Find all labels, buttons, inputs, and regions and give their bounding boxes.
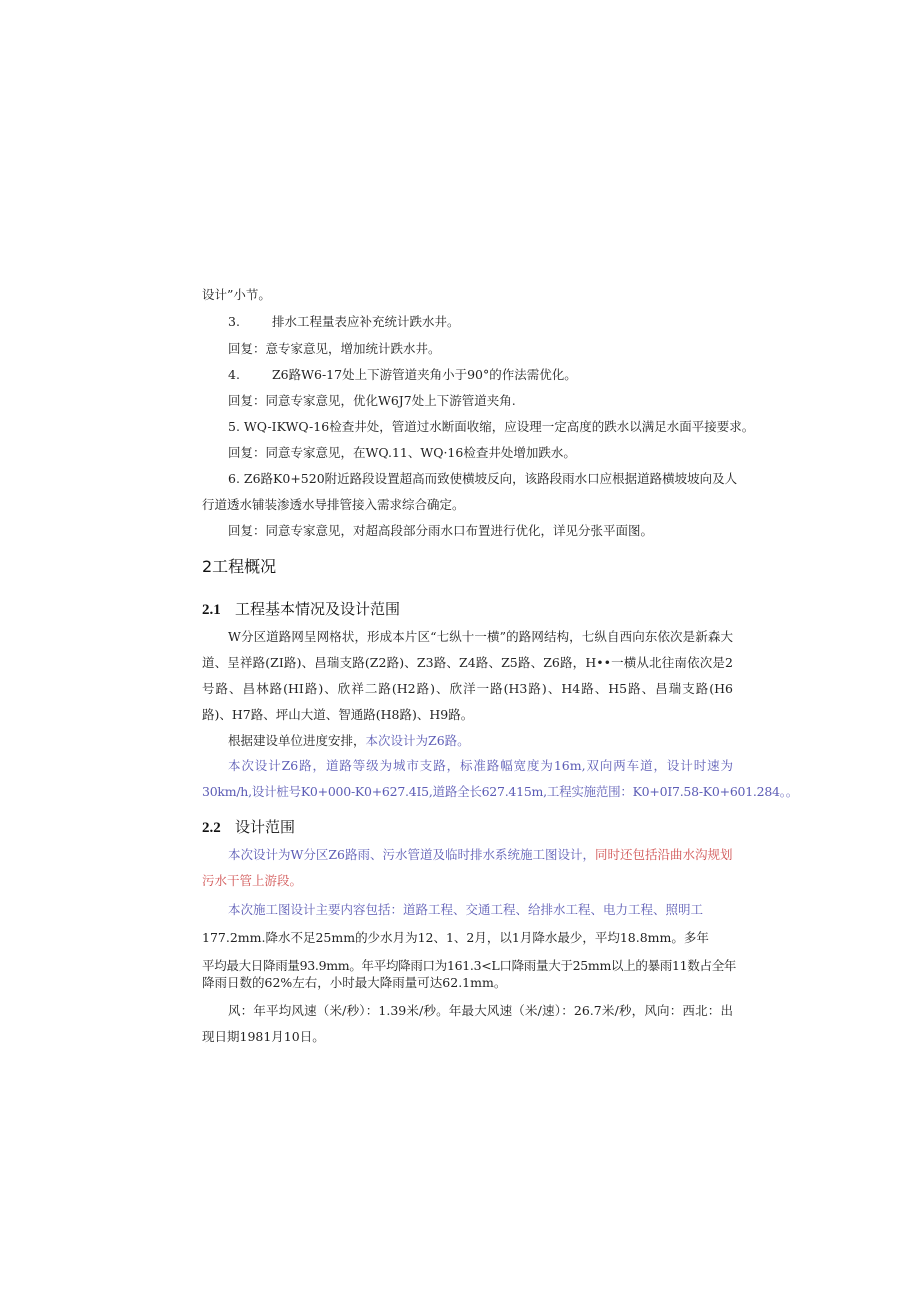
highlight-text: 本次设计为Z6路。 bbox=[365, 733, 470, 748]
list-text: Z6路W6-17处上下游管道夹角小于90°的作法需优化。 bbox=[272, 367, 577, 382]
list-item-5: 5. WQ-IKWQ-16检查井处，管道过水断面收缩，应设理一定高度的跌水以满足水面平接要求。 bbox=[228, 419, 755, 434]
paragraph-line: 号路、昌林路(HI路)、欣祥二路(H2路)、欣洋一路(H3路)、H4路、H5路、昌瑞支路(H6 bbox=[202, 681, 733, 696]
highlight-line: 本次设计Z6路，道路等级为城市支路，标准路幅宽度为16m,双向两车道，设计时速为 bbox=[228, 758, 733, 773]
list-text: 排水工程量表应补充统计跌水井。 bbox=[272, 314, 460, 329]
list-number: 4. bbox=[228, 367, 240, 382]
paragraph-text: 根据建设单位进度安排， bbox=[228, 733, 366, 748]
text-line: 设计”小节。 bbox=[202, 287, 271, 302]
reply-line: 回复：同意专家意见，对超高段部分雨水口布置进行优化，详见分张平面图。 bbox=[228, 523, 654, 538]
reply-line: 回复：同意专家意见，优化W6J7处上下游管道夹角. bbox=[228, 393, 516, 408]
section-number: 2.2 bbox=[202, 820, 221, 836]
highlight-line: 30km/h,设计桩号K0+000-K0+627.4I5,道路全长627.415m,工程实施范围：K0+0I7.58-K0+601.284。。 bbox=[202, 784, 799, 799]
text-line: 行道透水铺装渗透水导排管接入需求综合确定。 bbox=[202, 497, 465, 512]
paragraph-line: 风：年平均风速（米/秒）：1.39米/秒。年最大风速（米/速）：26.7米/秒，风向：西北：出 bbox=[228, 1003, 733, 1018]
paragraph-line: 177.2mm.降水不足25mm的少水月为12、1、2月，以1月降水最少，平均18.8mm。多年 bbox=[202, 930, 709, 945]
highlight-line: 本次施工图设计主要内容包括：道路工程、交通工程、给排水工程、电力工程、照明工 bbox=[228, 902, 704, 917]
section-heading-2-1 bbox=[202, 599, 400, 620]
highlight-text: 本次设计为W分区Z6路雨、污水管道及临时排水系统施工图设计， bbox=[228, 847, 595, 862]
paragraph-line bbox=[228, 846, 733, 864]
paragraph-line: 降雨日数的62%左右，小时最大降雨量可达62.1mm。 bbox=[202, 975, 507, 990]
reply-line: 回复：意专家意见，增加统计跌水井。 bbox=[228, 341, 441, 356]
highlight-text-red: 同时还包括沿曲水沟规划 bbox=[595, 847, 733, 862]
list-item-4 bbox=[228, 366, 577, 384]
paragraph-line: 平均最大日降雨量93.9mm。年平均降雨口为161.3<L口降雨量大于25mm以上的暴雨11数占全年 bbox=[202, 958, 737, 973]
paragraph-line: 路)、H7路、坪山大道、智通路(H8路)、H9路。 bbox=[202, 707, 474, 722]
section-number: 2.1 bbox=[202, 602, 221, 618]
section-title: 设计范围 bbox=[235, 818, 296, 836]
paragraph-line bbox=[228, 732, 470, 750]
list-number: 3. bbox=[228, 314, 240, 329]
paragraph-line: 现日期1981月10日。 bbox=[202, 1029, 325, 1044]
list-item-3 bbox=[228, 313, 460, 331]
section-heading-2-2 bbox=[202, 817, 295, 838]
reply-line: 回复：同意专家意见，在WQ.11、WQ·16检查井处增加跌水。 bbox=[228, 445, 576, 460]
section-title: 工程基本情况及设计范围 bbox=[235, 600, 401, 618]
highlight-line-red: 污水干管上游段。 bbox=[202, 873, 303, 888]
section-heading-2: 2工程概况 bbox=[202, 557, 277, 576]
paragraph-line: 道、呈祥路(ZI路)、昌瑞支路(Z2路)、Z3路、Z4路、Z5路、Z6路，H••一横从北往南依次是2 bbox=[202, 655, 733, 670]
list-item-6: 6. Z6路K0+520附近路段设置超高而致使横坡反向，该路段雨水口应根据道路横坡坡向及人 bbox=[228, 471, 738, 486]
paragraph-line: W分区道路网呈网格状，形成本片区“七纵十一横”的路网结构，七纵自西向东依次是新森大 bbox=[228, 629, 733, 644]
